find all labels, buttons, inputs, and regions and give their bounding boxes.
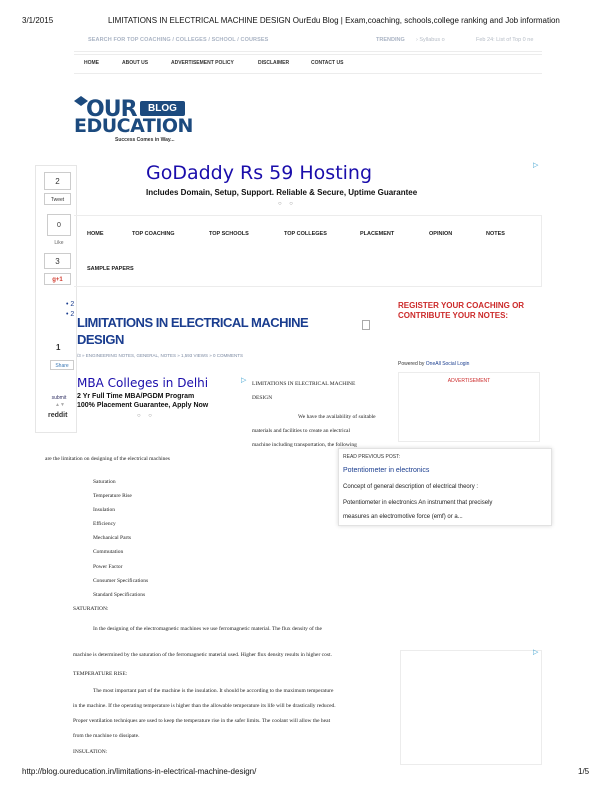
pdf-icon[interactable] [362, 320, 370, 330]
list-item: Insulation [93, 507, 115, 514]
nav-disclaimer[interactable]: DISCLAIMER [258, 60, 290, 66]
oneall-link[interactable]: OneAll Social Login [425, 361, 470, 367]
ad-godaddy-subtitle[interactable]: Includes Domain, Setup, Support. Reliable & Secure, Uptime Guarantee [146, 188, 418, 197]
tweet-button[interactable]: Tweet [44, 193, 71, 205]
sidebar-register-title[interactable]: REGISTER YOUR COACHING OR CONTRIBUTE YOUR NOTES: [398, 301, 525, 320]
adchoices-icon[interactable]: ▷ [241, 377, 247, 384]
ad-pager-dots[interactable]: ○ ○ [137, 413, 155, 419]
body-text: Proper ventilation techniques are used to keep the temperature rise in the safer limits. The coolant will allow the heat [73, 718, 331, 724]
list-item: Saturation [93, 479, 116, 485]
nav2-top-schools[interactable]: TOP SCHOOLS [209, 231, 249, 237]
nav2-sample-papers[interactable]: SAMPLE PAPERS [87, 266, 134, 272]
nav2-placement[interactable]: PLACEMENT [360, 231, 395, 237]
sidebar-bottom-ad[interactable] [400, 650, 542, 765]
reddit-submit-link[interactable]: submit [51, 395, 67, 401]
section-heading: INSULATION: [73, 749, 108, 755]
ad-mba-line[interactable]: 2 Yr Full Time MBA/PGDM Program [77, 393, 195, 400]
search-link[interactable]: SEARCH FOR TOP COACHING / COLLEGES / SCHOOL / COURSES [88, 37, 269, 43]
nav-contact-us[interactable]: CONTACT US [311, 60, 344, 66]
trending-item[interactable]: Feb 24: List of Top 0 ne [476, 37, 534, 43]
body-text: LIMITATIONS IN ELECTRICAL MACHINE [252, 381, 356, 387]
body-intro: are the limitation on designing of the electrical machines [45, 456, 170, 462]
body-text: DESIGN [252, 395, 273, 401]
nav2-top-colleges[interactable]: TOP COLLEGES [284, 231, 327, 237]
logo-tagline: Success Comes in Way... [115, 137, 175, 143]
linkedin-share-button[interactable]: Share [50, 360, 74, 370]
adchoices-icon[interactable]: ▷ [533, 162, 539, 169]
popup-heading: READ PREVIOUS POST: [343, 454, 400, 460]
list-item: Power Factor [93, 563, 123, 570]
logo-education[interactable]: EDUCATION [74, 115, 193, 137]
adchoices-icon[interactable]: ▷ [533, 649, 539, 656]
print-url: http://blog.oureducation.in/limitations-in-electrical-machine-design/ [22, 767, 257, 776]
logo-our[interactable]: OUR [86, 97, 137, 122]
print-date: 3/1/2015 [22, 16, 54, 25]
list-item: Consumer Specifications [93, 577, 149, 584]
article-title: LIMITATIONS IN ELECTRICAL MACHINE DESIGN [77, 315, 309, 347]
popup-excerpt: measures an electromotive force (emf) or a... [343, 514, 463, 520]
trending-label: TRENDING [376, 37, 405, 43]
secondary-nav [74, 215, 542, 287]
nav-about-us[interactable]: ABOUT US [122, 60, 149, 66]
print-page-number: 1/5 [578, 767, 590, 776]
reddit-arrow-icon[interactable]: ▲▼ [55, 402, 65, 408]
section-heading: SATURATION: [73, 606, 109, 612]
ad-mba-title[interactable]: MBA Colleges in Delhi [77, 376, 209, 390]
reddit-logo[interactable]: reddit [48, 412, 68, 419]
popup-excerpt: Potentiometer in electronics An instrument that precisely [343, 500, 493, 506]
nav2-home[interactable]: HOME [87, 231, 104, 237]
limitations-list [93, 475, 148, 602]
linkedin-count: 1 [56, 343, 61, 352]
list-item: Temperature Rise [93, 493, 132, 500]
list-item: Commutation [93, 549, 124, 556]
nav2-opinion[interactable]: OPINION [429, 231, 453, 237]
list-item: Efficiency [93, 521, 116, 528]
like-count: 0 [47, 214, 71, 236]
nav2-notes[interactable]: NOTES [486, 231, 505, 237]
body-text: machine is determined by the saturation of the ferromagnetic material used. Higher flux density results in higher cost. [73, 652, 332, 658]
list-item: Standard Specifications [93, 591, 146, 598]
tweet-count: 2 [44, 172, 71, 190]
body-text: The most important part of the machine is the insulation. It should be according to the maximum temperature [93, 688, 334, 694]
trending-item[interactable]: › Syllabus o [416, 37, 445, 43]
gplus-count: 3 [44, 253, 71, 269]
powered-by: Powered by OneAll Social Login [398, 361, 470, 367]
body-text: from the machine to dissipate. [73, 733, 140, 739]
ad-mba-line[interactable]: 100% Placement Guarantee, Apply Now [77, 402, 209, 409]
nav2-top-coaching[interactable]: TOP COACHING [132, 231, 175, 237]
logo-blog-badge[interactable]: BLOG [140, 101, 185, 116]
ad-pager-dots[interactable]: ○ ○ [278, 201, 296, 207]
ad-godaddy-title[interactable]: GoDaddy Rs 59 Hosting [146, 162, 373, 184]
body-text: machine including transportation, the following [252, 442, 357, 448]
body-text: materials and facilities to create an electrical [252, 428, 351, 434]
body-text: In the designing of the electromagnetic machines we use ferromagnetic material. The flux density of the [93, 626, 322, 632]
article-meta: /3 » ENGINEERING NOTES, GENERAL, NOTES » 1,593 VIEWS » 0 COMMENTS [77, 353, 244, 358]
section-heading: TEMPERATURE RISE: [73, 671, 128, 677]
list-item[interactable]: • 2 [66, 311, 75, 318]
list-item[interactable]: • 2 [66, 301, 75, 308]
body-text: We have the availability of suitable [298, 414, 376, 420]
body-text: in the machine. If the operating temperature is higher than the allowable temperature its life will be drastically reduced. [73, 703, 336, 709]
gplus-button[interactable]: g+1 [44, 273, 71, 285]
advertisement-label: ADVERTISEMENT [447, 378, 491, 384]
nav-home[interactable]: HOME [84, 60, 99, 66]
nav-advertisement-policy[interactable]: ADVERTISEMENT POLICY [171, 60, 234, 66]
bullet-list [66, 300, 74, 320]
popup-excerpt: Concept of general description of electrical theory : [343, 484, 479, 490]
like-button[interactable]: Like [54, 240, 64, 246]
print-title: LIMITATIONS IN ELECTRICAL MACHINE DESIGN OurEdu Blog | Exam,coaching, schools,college ranking and Job information [108, 16, 560, 25]
list-item: Mechanical Parts [93, 535, 132, 542]
previous-post-link[interactable]: Potentiometer in electronics [343, 467, 430, 474]
